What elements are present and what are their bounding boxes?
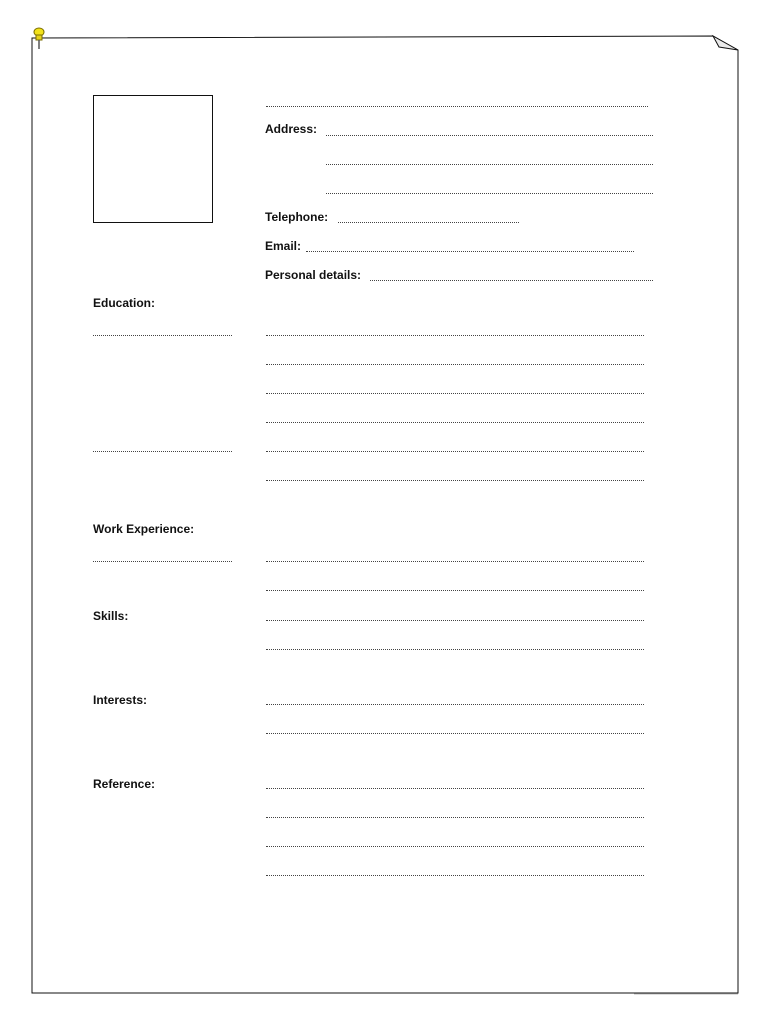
education-date-line-1[interactable] [93, 326, 232, 336]
telephone-line[interactable] [338, 213, 519, 223]
address-line-2[interactable] [326, 155, 653, 165]
address-label: Address: [265, 122, 318, 136]
email-line[interactable] [306, 242, 634, 252]
education-heading: Education: [93, 296, 155, 310]
education-detail-line-1[interactable] [266, 326, 644, 336]
personal-details-line[interactable] [370, 271, 653, 281]
work-date-line-1[interactable] [93, 552, 232, 562]
address-line-3[interactable] [326, 184, 653, 194]
reference-line-1[interactable] [266, 779, 644, 789]
address-line-1[interactable] [326, 126, 653, 136]
education-detail-line-6[interactable] [266, 471, 644, 481]
education-detail-line-2[interactable] [266, 355, 644, 365]
reference-line-4[interactable] [266, 866, 644, 876]
telephone-label: Telephone: [265, 210, 329, 224]
interests-heading: Interests: [93, 693, 148, 707]
photo-placeholder[interactable] [93, 95, 213, 223]
pushpin-icon [31, 27, 47, 51]
reference-heading: Reference: [93, 777, 156, 791]
skills-line-1[interactable] [266, 611, 644, 621]
education-detail-line-5[interactable] [266, 442, 644, 452]
skills-line-2[interactable] [266, 640, 644, 650]
interests-line-1[interactable] [266, 695, 644, 705]
email-label: Email: [265, 239, 302, 253]
work-detail-line-1[interactable] [266, 552, 644, 562]
work-experience-heading: Work Experience: [93, 522, 195, 536]
name-line[interactable] [266, 97, 648, 107]
reference-line-2[interactable] [266, 808, 644, 818]
reference-line-3[interactable] [266, 837, 644, 847]
work-detail-line-2[interactable] [266, 581, 644, 591]
education-date-line-2[interactable] [93, 442, 232, 452]
skills-heading: Skills: [93, 609, 129, 623]
education-detail-line-3[interactable] [266, 384, 644, 394]
interests-line-2[interactable] [266, 724, 644, 734]
education-detail-line-4[interactable] [266, 413, 644, 423]
personal-details-label: Personal details: [265, 268, 362, 282]
